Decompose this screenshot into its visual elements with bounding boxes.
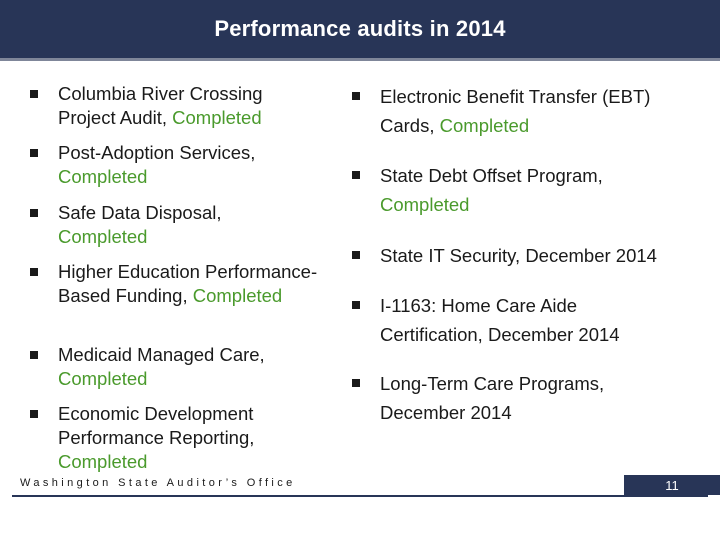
list-item (30, 82, 318, 130)
square-bullet-icon (30, 149, 38, 157)
square-bullet-icon (352, 379, 360, 387)
square-bullet-icon (30, 90, 38, 98)
square-bullet-icon (352, 301, 360, 309)
title-bar (0, 0, 720, 58)
status-text: Completed (380, 194, 470, 215)
list-item (30, 343, 318, 391)
page-number-box (624, 475, 720, 495)
square-bullet-icon (30, 351, 38, 359)
status-text: Completed (439, 115, 530, 136)
status-text: Completed (192, 285, 283, 306)
list-item (30, 201, 298, 249)
page-title: Performance audits in 2014 (214, 16, 506, 41)
footer-org-name: Washington State Auditor’s Office (20, 477, 296, 489)
item-text: Economic Development Performance Reporting, (58, 403, 255, 448)
square-bullet-icon (352, 171, 360, 179)
list-item (30, 402, 288, 474)
list-item (352, 369, 650, 427)
title-divider (0, 58, 720, 61)
item-text: Higher Education Performance-Based Funding, (58, 261, 318, 306)
page-number: 11 (665, 477, 679, 493)
item-text: State IT Security, December 2014 (380, 245, 657, 266)
item-text: Long-Term Care Programs, December 2014 (380, 373, 605, 423)
item-text: Safe Data Disposal, (58, 202, 222, 223)
list-item (352, 241, 720, 270)
square-bullet-icon (30, 268, 38, 276)
square-bullet-icon (352, 251, 360, 259)
square-bullet-icon (352, 92, 360, 100)
footer-divider (12, 495, 708, 497)
item-text: Columbia River Crossing Project Audit, (58, 83, 263, 128)
list-item (352, 82, 700, 140)
item-text: Medicaid Managed Care, (58, 344, 265, 365)
square-bullet-icon (30, 209, 38, 217)
list-item (30, 260, 328, 308)
status-text: Completed (58, 226, 148, 247)
list-item (30, 141, 318, 189)
item-text: State Debt Offset Program, (380, 165, 603, 186)
status-text: Completed (58, 451, 148, 472)
status-text: Completed (172, 107, 262, 128)
status-text: Completed (58, 166, 148, 187)
item-text: Electronic Benefit Transfer (EBT) Cards, (380, 86, 651, 136)
item-text: I-1163: Home Care Aide Certification, December 2014 (380, 295, 620, 345)
status-text: Completed (58, 368, 148, 389)
square-bullet-icon (30, 410, 38, 418)
item-text: Post-Adoption Services, (58, 142, 256, 163)
list-item (352, 161, 670, 219)
list-item (352, 291, 680, 349)
